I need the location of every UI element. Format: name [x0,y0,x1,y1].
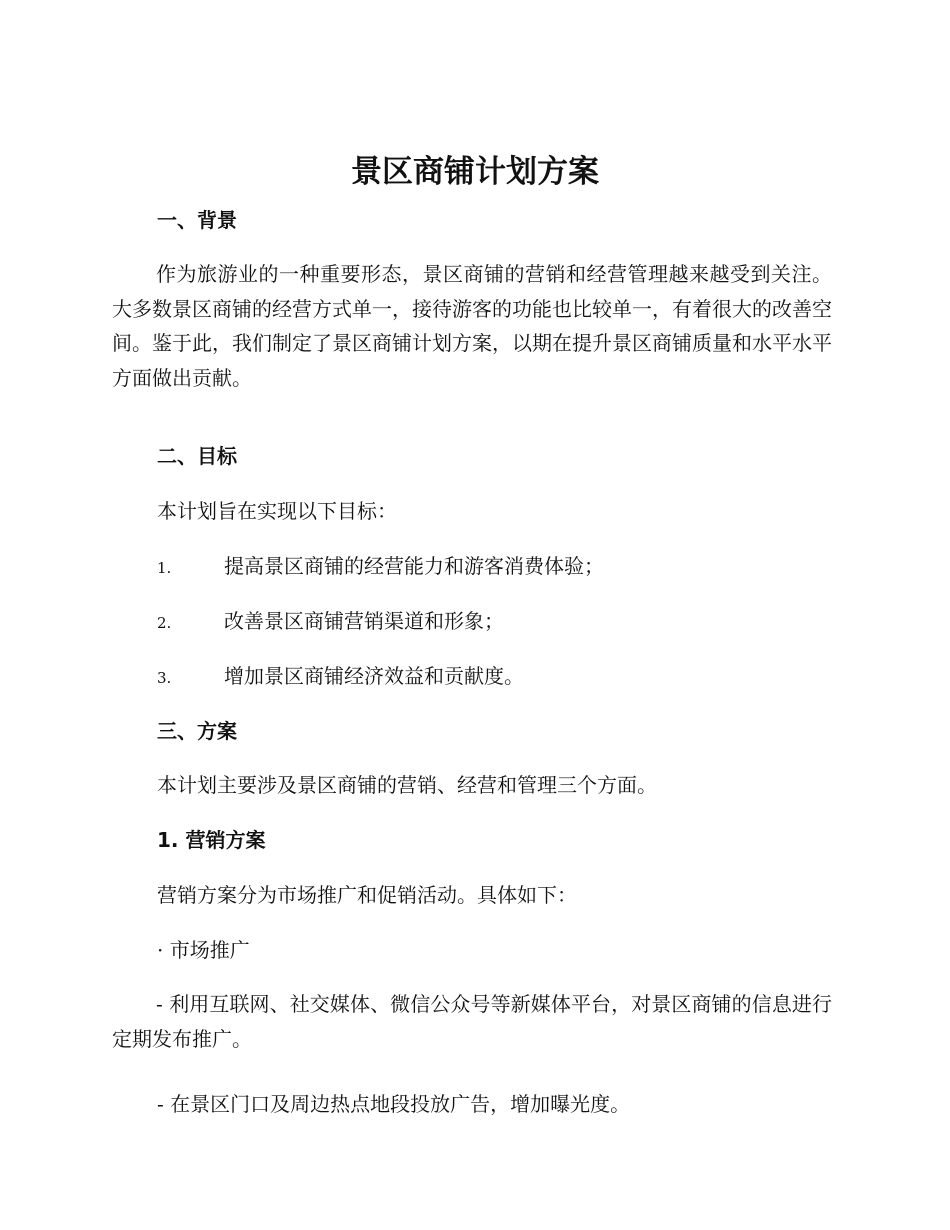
goal-text: 提高景区商铺的经营能力和游客消费体验； [224,554,604,578]
plan-intro: 本计划主要涉及景区商铺的营销、经营和管理三个方面。 [157,773,657,797]
heading-background: 一、背景 [157,208,237,232]
marketing-point: - 利用互联网、社交媒体、微信公众号等新媒体平台，对景区商铺的信息进行定期发布推广。 [112,992,832,1051]
goals-intro: 本计划旨在实现以下目标： [157,499,397,523]
marketing-point: - 在景区门口及周边热点地段投放广告，增加曝光度。 [157,1092,631,1116]
heading-goals: 二、目标 [157,444,237,468]
goal-number: 2. [157,614,172,632]
paragraph-background: 作为旅游业的一种重要形态，景区商铺的营销和经营管理越来越受到关注。大多数景区商铺的经营方式单一，接待游客的功能也比较单一，有着很大的改善空间。鉴于此，我们制定了景区商铺计划方案，以期在提升景区商铺质量和水平水平方面做出贡献。 [112,262,832,390]
goal-list-item [157,552,604,582]
marketing-bullet: · 市场推广 [157,938,250,962]
goal-list-item [157,662,524,692]
goal-list-item [157,607,504,637]
marketing-intro: 营销方案分为市场推广和促销活动。具体如下： [157,883,577,907]
goal-number: 1. [157,559,172,577]
heading-marketing: 1. 营销方案 [157,828,266,852]
goal-text: 增加景区商铺经济效益和贡献度。 [224,664,524,688]
heading-plan: 三、方案 [157,719,237,743]
document-title: 景区商铺计划方案 [351,154,599,190]
goal-number: 3. [157,669,172,687]
goal-text: 改善景区商铺营销渠道和形象； [224,609,504,633]
